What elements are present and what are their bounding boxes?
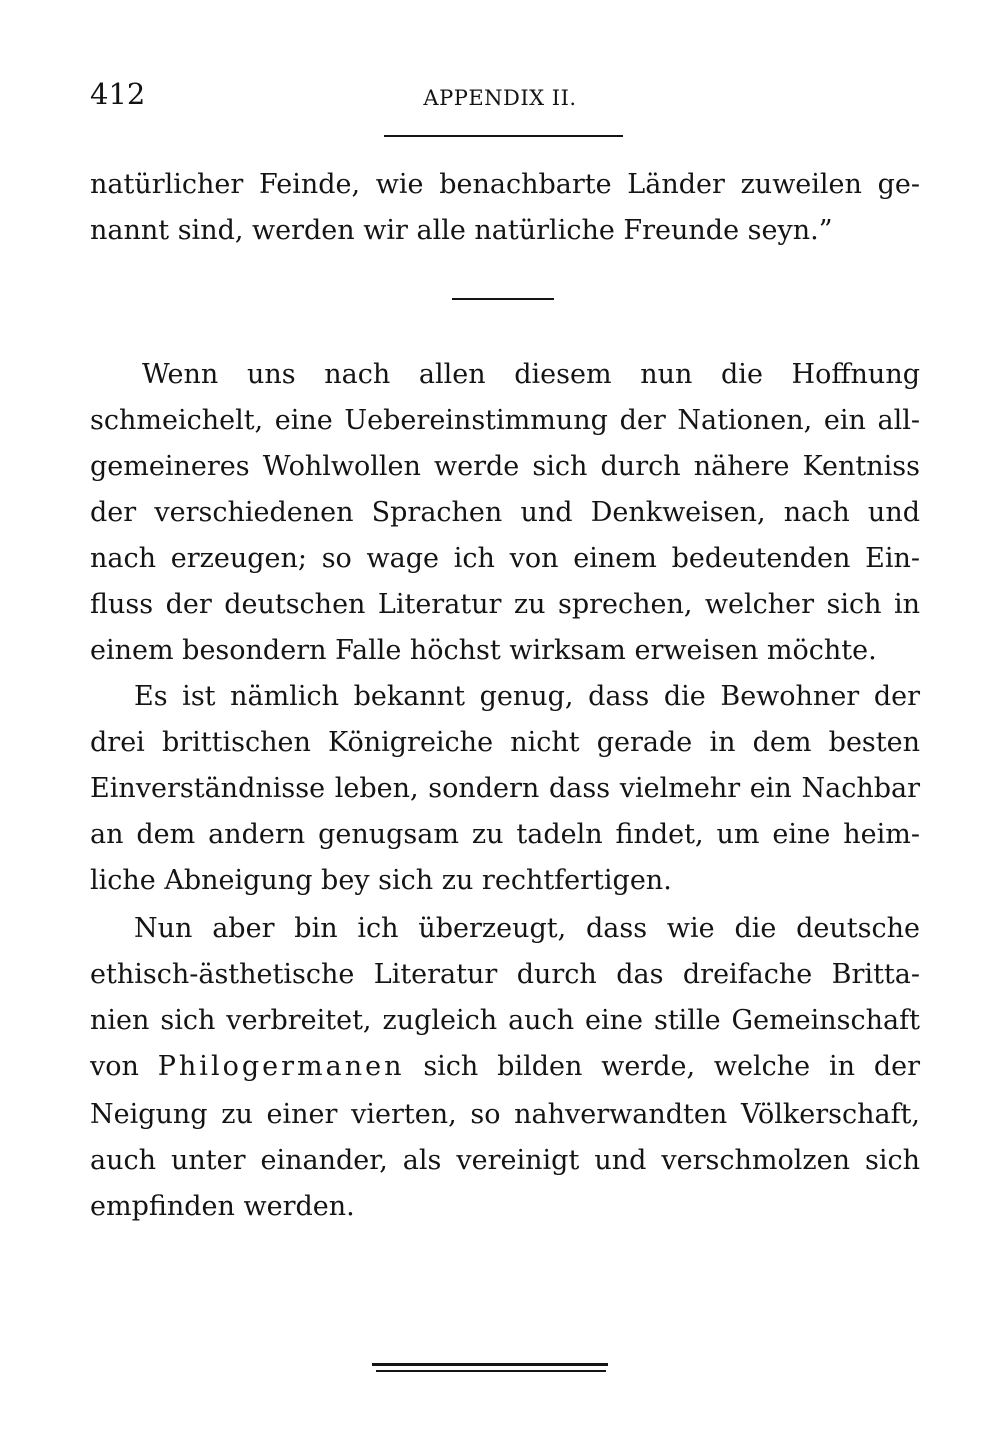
- end-rule: [372, 1363, 608, 1366]
- header-rule: [384, 135, 623, 137]
- text-line: ethisch-ästhetische Literatur durch das dreifache Britta-: [90, 959, 920, 990]
- text-line: drei brittischen Königreiche nicht gerade in dem besten: [90, 727, 920, 758]
- text-fragment: sich bilden werde, welche in der: [404, 1051, 920, 1082]
- text-line: nannt sind, werden wir alle natürliche Freunde seyn.”: [90, 215, 833, 246]
- text-line: empfinden werden.: [90, 1191, 355, 1222]
- text-line: Es ist nämlich bekannt genug, dass die Bewohner der: [134, 681, 920, 712]
- running-head: APPENDIX II.: [423, 86, 577, 110]
- text-fragment: von: [90, 1051, 158, 1082]
- text-line: der verschiedenen Sprachen und Denkweisen, nach und: [90, 497, 920, 528]
- text-line: natürlicher Feinde, wie benachbarte Länder zuweilen ge-: [90, 169, 920, 200]
- text-line: Neigung zu einer vierten, so nahverwandten Völkerschaft,: [90, 1099, 920, 1130]
- section-rule: [452, 298, 554, 300]
- text-line: liche Abneigung bey sich zu rechtfertigen.: [90, 865, 672, 896]
- text-line: Nun aber bin ich überzeugt, dass wie die deutsche: [134, 913, 920, 944]
- end-rule-lower: [376, 1370, 606, 1372]
- letterspaced-word: Philogermanen: [157, 1051, 405, 1082]
- text-line: Wenn uns nach allen diesem nun die Hoffnung: [142, 359, 920, 390]
- page-number: 412: [90, 77, 146, 111]
- text-line: fluss der deutschen Literatur zu sprechen, welcher sich in: [90, 589, 920, 620]
- text-line: schmeichelt, eine Uebereinstimmung der Nationen, ein all-: [90, 405, 920, 436]
- text-line: auch unter einander, als vereinigt und verschmolzen sich: [90, 1145, 920, 1176]
- text-line: [90, 1044, 920, 1089]
- text-line: nach erzeugen; so wage ich von einem bedeutenden Ein-: [90, 543, 920, 574]
- text-line: nien sich verbreitet, zugleich auch eine stille Gemeinschaft: [90, 1005, 920, 1036]
- text-line: gemeineres Wohlwollen werde sich durch nähere Kentniss: [90, 451, 920, 482]
- text-line: Einverständnisse leben, sondern dass vielmehr ein Nachbar: [90, 773, 920, 804]
- text-line: einem besondern Falle höchst wirksam erweisen möchte.: [90, 635, 877, 666]
- text-line: an dem andern genugsam zu tadeln findet, um eine heim-: [90, 819, 920, 850]
